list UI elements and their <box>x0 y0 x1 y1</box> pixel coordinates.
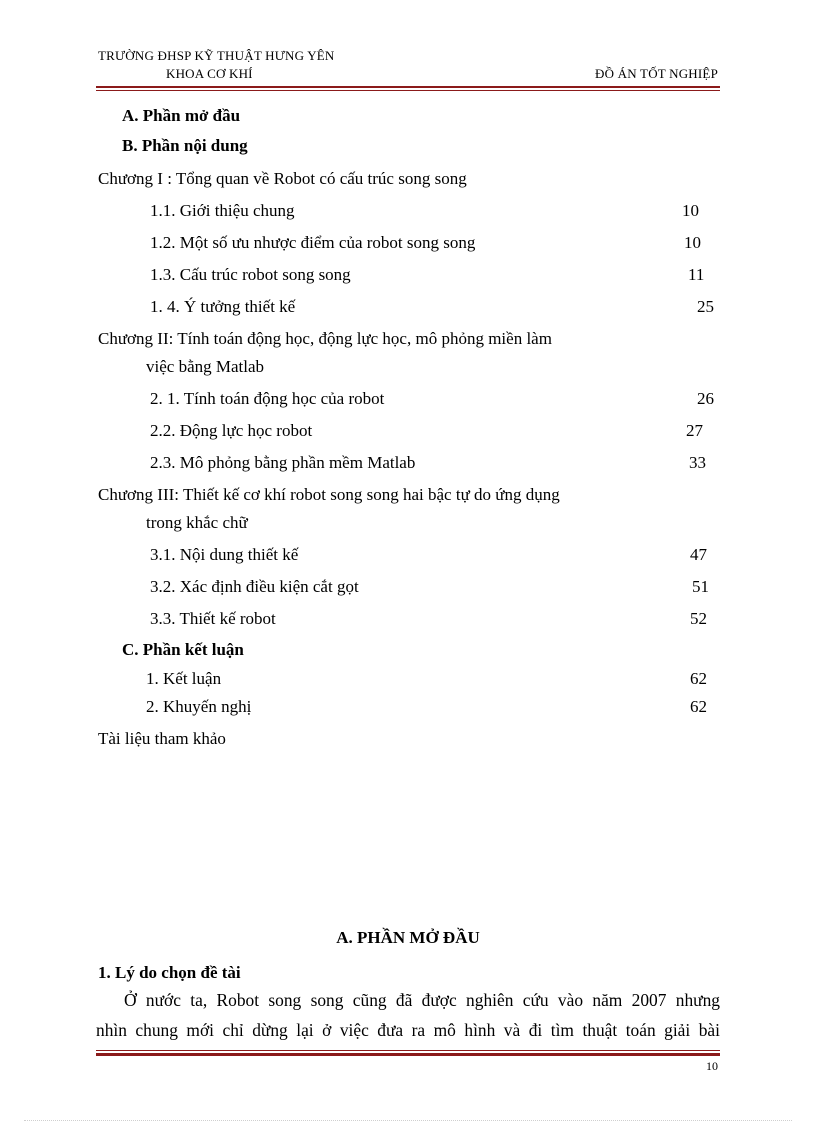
header-rule-thin <box>96 90 720 91</box>
toc-item: 1. 4. Ý tưởng thiết kế <box>150 297 296 316</box>
toc-page-number: 26 <box>697 389 714 408</box>
header-faculty: KHOA CƠ KHÍ <box>166 66 253 81</box>
footer-rule-thick <box>96 1053 720 1056</box>
paragraph-line: Ở nước ta, Robot song song cũng đã được nghiên cứu vào năm 2007 nhưng <box>124 990 720 1010</box>
page-edge-divider <box>24 1120 792 1121</box>
toc-item: 1. Kết luận <box>146 669 222 688</box>
toc-chapter-3-line-1: Chương III: Thiết kế cơ khí robot song song hai bậc tự do ứng dụng <box>98 485 560 504</box>
toc-page-number: 51 <box>692 577 709 596</box>
toc-item: 1.1. Giới thiệu chung <box>150 201 295 220</box>
page-number: 10 <box>706 1059 718 1073</box>
header-rule-thick <box>96 86 720 88</box>
footer-rule-thin <box>96 1050 720 1051</box>
toc-chapter-2-line-2: việc bằng Matlab <box>146 357 265 376</box>
toc-item: 2.2. Động lực học robot <box>150 421 313 440</box>
toc-page-number: 52 <box>690 609 707 628</box>
paragraph-line: nhìn chung mới chỉ dừng lại ở việc đưa ra mô hình và đi tìm thuật toán giải bài <box>96 1020 720 1040</box>
toc-item: 3.1. Nội dung thiết kế <box>150 545 299 564</box>
header-school: TRƯỜNG ĐHSP KỸ THUẬT HƯNG YÊN <box>98 48 335 63</box>
toc-item: 3.2. Xác định điều kiện cắt gọt <box>150 577 359 596</box>
toc-page-number: 62 <box>690 697 707 716</box>
toc-item: 2. 1. Tính toán động học của robot <box>150 389 385 408</box>
toc-page-number: 11 <box>688 265 705 284</box>
header-project: ĐỒ ÁN TỐT NGHIỆP <box>595 66 718 81</box>
toc-chapter-2-line-1: Chương II: Tính toán động học, động lực học, mô phỏng miền làm <box>98 329 552 348</box>
subsection-heading: 1. Lý do chọn đề tài <box>98 963 241 982</box>
toc-page-number: 27 <box>686 421 703 440</box>
toc-chapter-1: Chương I : Tổng quan về Robot có cấu trúc song song <box>98 169 467 188</box>
toc-page-number: 47 <box>690 545 707 564</box>
toc-part-a: A. Phần mở đầu <box>122 106 241 125</box>
toc-page-number: 33 <box>689 453 706 472</box>
toc-item: 2. Khuyến nghị <box>146 697 252 716</box>
toc-part-b: B. Phần nội dung <box>122 136 248 155</box>
toc-page-number: 62 <box>690 669 707 688</box>
toc-page-number: 25 <box>697 297 714 316</box>
toc-item: 1.2. Một số ưu nhược điểm của robot song song <box>150 233 476 252</box>
toc-item: 1.3. Cấu trúc robot song song <box>150 265 351 284</box>
toc-page-number: 10 <box>682 201 699 220</box>
toc-references: Tài liệu tham khảo <box>98 729 226 748</box>
toc-chapter-3-line-2: trong khắc chữ <box>146 513 248 532</box>
toc-page-number: 10 <box>684 233 701 252</box>
toc-item: 3.3. Thiết kế robot <box>150 609 276 628</box>
section-heading: A. PHẦN MỞ ĐẦU <box>336 928 480 947</box>
toc-part-c: C. Phần kết luận <box>122 640 244 659</box>
toc-item: 2.3. Mô phỏng bằng phần mềm Matlab <box>150 453 416 472</box>
